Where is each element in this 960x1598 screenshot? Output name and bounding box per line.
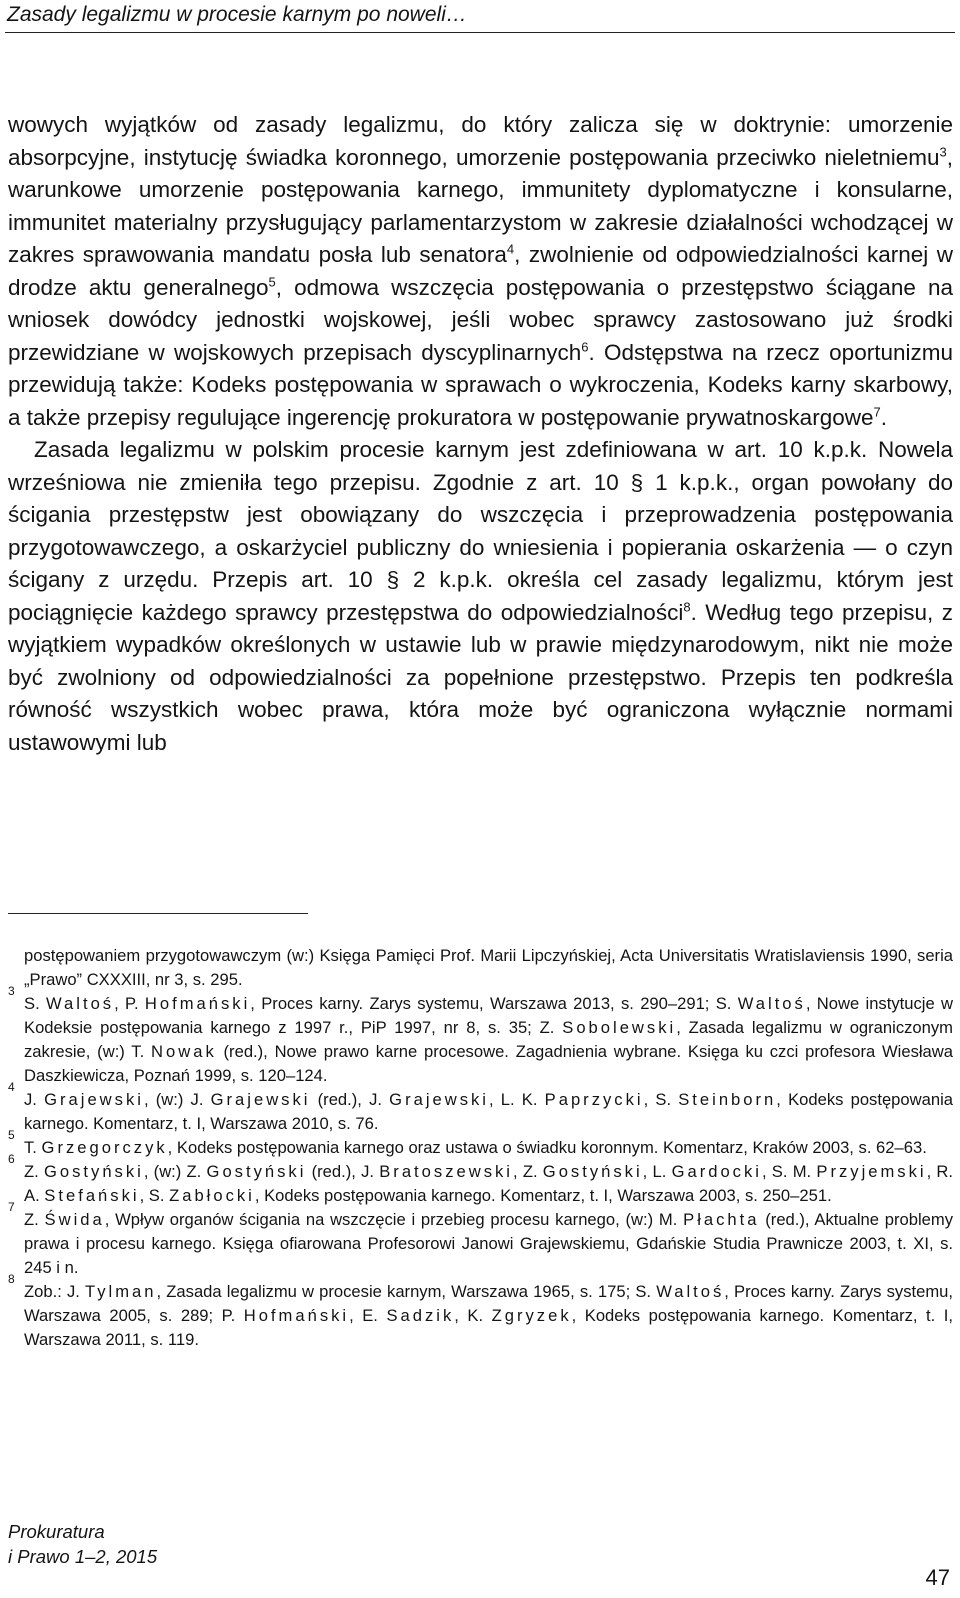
text-run: , S. <box>643 1090 679 1109</box>
journal-footer <box>8 1519 157 1569</box>
author-name: Gardocki <box>671 1162 762 1181</box>
footnote-number: 3 <box>8 984 15 998</box>
author-name: Gostyński <box>43 1162 144 1181</box>
paragraph-1 <box>8 109 953 434</box>
text-run: , Proces karny. Zarys systemu, Warszawa 2005, s. 289; P. <box>24 1282 953 1325</box>
journal-title: Prokuratura <box>8 1521 105 1542</box>
author-name: Świda <box>44 1210 105 1229</box>
footnote-7 <box>8 1200 953 1280</box>
text-run: Zasada legalizmu w polskim procesie karnym jest zdefiniowana w art. 10 k.p.k. Nowela wrześniowa nie zmieniła tego przepisu. Zgodnie z art. 10 § 1 k.p.k., organ powołany do ścigania przestępstw jest obowiązany do wszczęcia i przeprowadzenia postępowania przygotowawczego, a oskarżyciel publiczny do wniesienia i popierania oskarżenia — o czyn ścigany z urzędu. Przepis art. 10 § 2 k.p.k. określa cel zasady legalizmu, którym jest pociągnięcie każdego sprawcy przestępstwa do odpowiedzialności <box>8 437 953 625</box>
author-name: Grajewski <box>210 1090 311 1109</box>
text-run: S. <box>24 994 46 1013</box>
text-run: . Odstępstwa na rzecz oportunizmu przewidują także: Kodeks postępowania w sprawach o wykroczenia, Kodeks karny skarbowy, a także przepisy regulujące ingerencję prokuratora w postępowanie prywatnoskargowe <box>8 339 953 430</box>
text-run: , warunkowe umorzenie postępowania karnego, immunitety dyplomatyczne i konsularne, immunitet materialny przysługujący parlamentarzystom w zakresie działalności wchodzącej w zakres sprawowania mandatu posła lub senatora <box>8 144 953 267</box>
footnote-ref-5[interactable]: 5 <box>268 274 276 289</box>
footnote-number: 6 <box>8 1152 15 1166</box>
text-run: (red.), J. <box>306 1162 380 1181</box>
footnote-number: 8 <box>8 1272 15 1286</box>
text-run: T. <box>24 1138 42 1157</box>
text-run: Z. <box>24 1210 45 1229</box>
footnote-continuation: postępowaniem przygotowawczym (w:) Księga Pamięci Prof. Marii Lipczyńskiej, Acta Universitatis Wratislaviensis 1990, seria „Prawo” CXXXIII, nr 3, s. 295. <box>24 946 953 989</box>
text-run: , Kodeks postępowania karnego oraz ustawa o świadku koronnym. Komentarz, Kraków 2003, s. 62–63. <box>167 1138 927 1157</box>
text-run: (red.), Aktualne problemy prawa i procesu karnego. Księga ofiarowana Profesorowi Janowi Grajewskiemu, Gdańskie Studia Prawnicze 2003, t. XI, s. 245 i n. <box>24 1210 953 1277</box>
footnote-ref-3[interactable]: 3 <box>939 144 947 159</box>
paragraph-2 <box>8 434 953 759</box>
author-name: Tylman <box>85 1282 157 1301</box>
text-run: , Kodeks postępowania karnego. Komentarz, t. I, Warszawa 2010, s. 76. <box>24 1090 953 1133</box>
text-run: , (w:) Z. <box>143 1162 207 1181</box>
text-run: , R. A. <box>24 1162 954 1205</box>
author-name: Grajewski <box>44 1090 144 1109</box>
author-name: Hofmański <box>144 994 251 1013</box>
text-run: Z. <box>24 1162 44 1181</box>
footnote-number: 4 <box>8 1080 15 1094</box>
text-run: , L. K. <box>489 1090 545 1109</box>
author-name: Sadzik <box>386 1306 455 1325</box>
text-run: , L. <box>642 1162 672 1181</box>
text-run: , (w:) J. <box>143 1090 211 1109</box>
footnote-rule <box>8 913 308 914</box>
journal-issue: i Prawo 1–2, 2015 <box>8 1546 158 1567</box>
author-name: Bratoszewski <box>379 1162 513 1181</box>
text-run: , S. M. <box>761 1162 817 1181</box>
author-name: Paprzycki <box>544 1090 644 1109</box>
author-name: Waltoś <box>737 994 806 1013</box>
text-run: , Zasada legalizmu w procesie karnym, Warszawa 1965, s. 175; S. <box>156 1282 657 1301</box>
text-run: , Kodeks postępowania karnego. Komentarz, t. I, Warszawa 2003, s. 250–251. <box>254 1186 832 1205</box>
author-name: Steinborn <box>678 1090 777 1109</box>
author-name: Nowak <box>151 1042 217 1061</box>
author-name: Sobolewski <box>562 1018 677 1037</box>
running-header: Zasady legalizmu w procesie karnym po noweli… <box>7 3 467 26</box>
text-run: , Zasada legalizmu w ograniczonym zakresie, (w:) T. <box>24 1018 953 1061</box>
text-run: . Według tego przepisu, z wyjątkiem wypadków określonych w ustawie lub w prawie międzynarodowym, nikt nie może być zwolniony od odpowiedzialności za popełnione przestępstwo. Przepis ten podkreśla równość wszystkich wobec prawa, która może być ograniczona wyłącznie normami ustawowymi lub <box>8 599 953 755</box>
text-run: , Z. <box>512 1162 543 1181</box>
text-run: (red.), J. <box>310 1090 390 1109</box>
author-name: Waltoś <box>46 994 115 1013</box>
text-run: (red.), Nowe prawo karne procesowe. Zagadnienia wybrane. Księga ku czci profesora Wiesława Daszkiewicza, Poznań 1999, s. 120–124. <box>24 1042 954 1085</box>
footnote-6 <box>8 1152 954 1208</box>
footnote-ref-8[interactable]: 8 <box>683 599 691 614</box>
author-name: Zgryzek <box>491 1306 572 1325</box>
text-run: . <box>880 404 887 430</box>
author-name: Przyjemski <box>816 1162 927 1181</box>
footnote-8 <box>8 1272 953 1352</box>
header-rule <box>5 32 955 33</box>
author-name: Stefański <box>44 1186 140 1205</box>
text-run: , E. <box>349 1306 387 1325</box>
footnote-ref-6[interactable]: 6 <box>581 339 589 354</box>
author-name: Waltoś <box>656 1282 725 1301</box>
main-text <box>8 109 953 759</box>
author-name: Gostyński <box>206 1162 307 1181</box>
text-run: , P. <box>114 994 145 1013</box>
footnote-4 <box>8 1080 953 1136</box>
text-run: , Wpływ organów ścigania na wszczęcie i przebieg procesu karnego, (w:) M. <box>104 1210 684 1229</box>
footnote-ref-7[interactable]: 7 <box>873 404 881 419</box>
text-run: J. <box>24 1090 45 1109</box>
author-name: Grzegorczyk <box>41 1138 168 1157</box>
text-run: , odmowa wszczęcia postępowania o przestępstwo ściągane na wniosek dowódcy jednostki wojskowej, jeśli wobec sprawcy zastosowano już środki przewidziane w wojskowych przepisach dyscyplinarnych <box>8 274 953 365</box>
footnotes <box>8 944 953 1352</box>
text-run: , S. <box>139 1186 170 1205</box>
text-run: wowych wyjątków od zasady legalizmu, do który zalicza się w doktrynie: umorzenie absorpcyjne, instytucję świadka koronnego, umorzenie postępowania przeciwko nieletniemu <box>8 112 953 170</box>
author-name: Grajewski <box>389 1090 489 1109</box>
text-run: Zob.: J. <box>24 1282 86 1301</box>
text-run: , zwolnienie od odpowiedzialności karnej w drodze aktu generalnego <box>8 242 953 300</box>
footnote-ref-4[interactable]: 4 <box>506 241 515 257</box>
author-name: Hofmański <box>243 1306 350 1325</box>
text-run: , Nowe instytucje w Kodeksie postępowania karnego z 1997 r., PiP 1997, nr 8, s. 35; Z. <box>24 994 953 1037</box>
footnote-3 <box>8 984 954 1088</box>
text-run: , Kodeks postępowania karnego. Komentarz, t. I, Warszawa 2011, s. 119. <box>24 1306 953 1349</box>
author-name: Zabłocki <box>169 1186 255 1205</box>
footnote-number: 7 <box>8 1200 15 1214</box>
footnote-5 <box>8 1128 953 1160</box>
text-run: , Proces karny. Zarys systemu, Warszawa 2013, s. 290–291; S. <box>250 994 738 1013</box>
page-number: 47 <box>925 1565 950 1590</box>
text-run: , K. <box>454 1306 492 1325</box>
author-name: Gostyński <box>542 1162 643 1181</box>
author-name: Płachta <box>683 1210 760 1229</box>
footnote-number: 5 <box>8 1128 15 1142</box>
